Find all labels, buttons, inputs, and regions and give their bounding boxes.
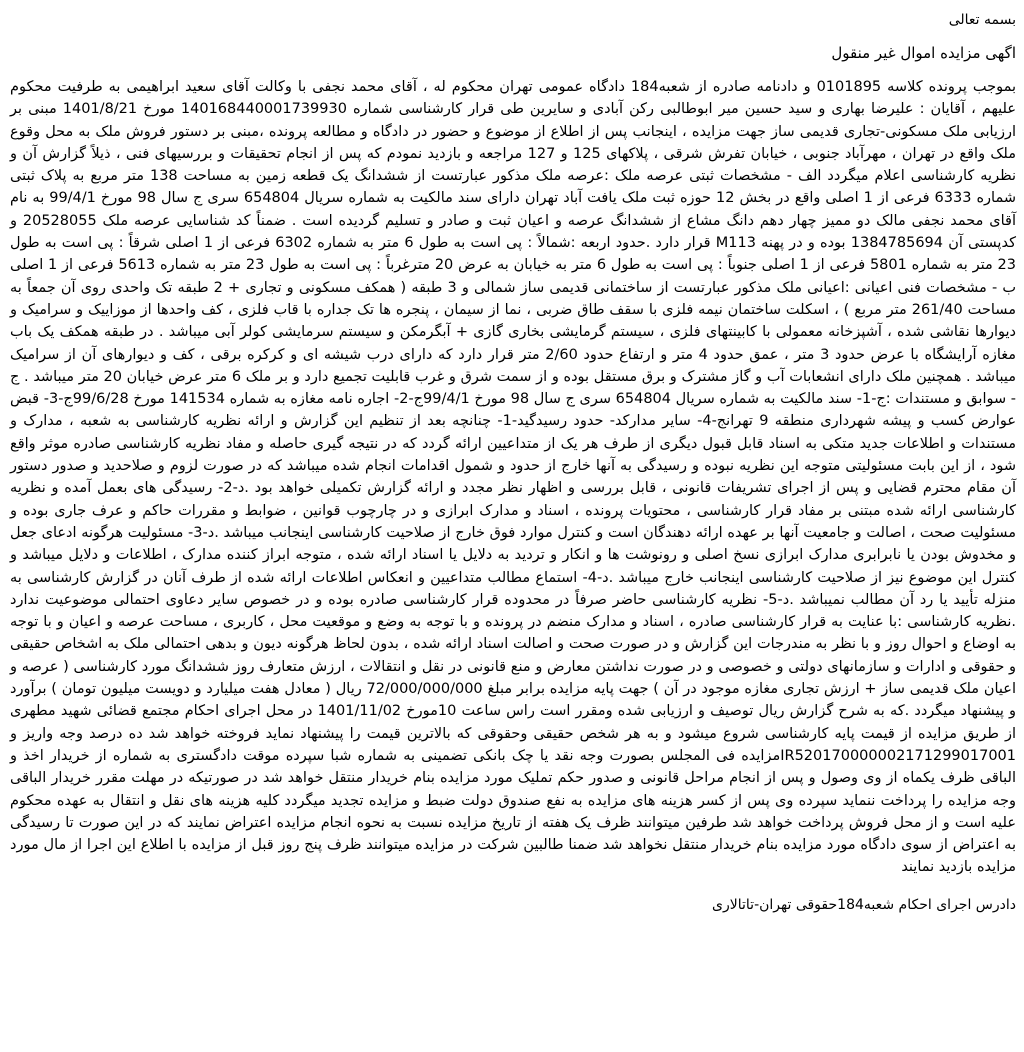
greeting-heading: بسمه تعالی <box>948 12 1016 28</box>
signature-line: دادرس اجرای احکام شعبه184حقوقی تهران-تاتالاری <box>712 896 1016 913</box>
notice-body: بموجب پرونده کلاسه 0101895 و دادنامه صادره از شعبه184 دادگاه عمومی تهران محکوم له ، آقای محمد نجفی با وکالت آقای سعید ابراهیمی به طرفیت محکوم علیهم ، آقایان : علیرضا بهاری و سید حسین میر ابوطالبی رکن آبادی و سایرین طی قرار کارشناسی شماره 140168440001739930 مورخ 1401/8/21 مبنی بر ارزیابی ملک مسکونی-تجاری قدیمی ساز جهت مزایده ، اینجانب پس از اطلاع از موضوع و حضور در دادگاه و مطالعه پرونده ،مبنی بر دستور فروش ملک به محل وقوع ملک واقع در تهران ، مهرآباد جنوبی ، خیابان تفرش شرقی ، پلاکهای 125 و 127 مراجعه و بازدید نمودم که پس از انجام تحقیقات و بررسیهای فنی ، ذیلاً گزارش آن و نظریه کارشناسی اعلام میگردد الف - مشخصات ثبتی عرصه ملک :عرصه ملک مذکور عبارتست از ششدانگ یک قطعه زمین به مساحت 138 متر مربع به پلاک ثبتی شماره 6333 فرعی از 1 اصلی واقع در بخش 12 حوزه ثبت ملک یافت آباد تهران دارای سند مالکیت به شماره سریال 654804 سری ج سال 98 مورخ 99/4/1 به نام آقای محمد نجفی مالک دو ممیز چهار دهم دانگ مشاع از ششدانگ عرصه و اعیان ثبت و صادر و تسلیم گردیده است . ضمناً کد شناسایی عرصه ملک 20528055 و کدپستی آن 1384785694 بوده و در پهنه M113 قرار دارد .حدود اربعه :شمالاً : پی است به طول 6 متر به شماره 6302 فرعی از 1 اصلی شرقاً : پی است به طول 23 متر به شماره 5801 فرعی از 1 اصلی جنوباً : پی است به طول 6 متر به خیابان به عرض 20 مترغرباً : پی است به طول 23 متر به شماره 5613 فرعی از 1 اصلی ب - مشخصات فنی اعیانی :اعیانی ملک مذکور عبارتست از ساختمانی قدیمی ساز شمالی و 3 طبقه ( همکف مسکونی و تجاری + 2 طبقه تک واحدی روی آن جمعاً به مساحت 261/40 متر مربع ) ، اسکلت ساختمان نیمه فلزی با سقف طاق ضربی ، نما از سیمان ، پنجره ها تک جداره با قاب فلزی ، کف واحدها از موزاییک و سرامیک و دیوارها نقاشی شده ، آشپزخانه معمولی با کابینتهای فلزی ، سیستم گرمایشی بخاری گازی + آبگرمکن و سیستم سرمایشی کولر آبی میباشد . در طبقه همکف یک باب مغازه آرایشگاه با عرض حدود 3 متر ، عمق حدود 4 متر و ارتفاع حدود 2/60 متر قرار دارد که دارای درب شیشه ای و کرکره برقی ، کف و دیوارهای آن از سرامیک میباشد . همچنین ملک دارای انشعابات آب و گاز مشترک و برق مستقل بوده و از سمت شرق و غرب قابلیت تجمیع دارد و بر ملک 6 متر عرض خیابان 20 متر میباشد . ج - سوابق و مستندات :ج-1- سند مالکیت به شماره سریال 654804 سری ج سال 98 مورخ 99/4/1ج-2- اجاره نامه مغازه به شماره 141534 مورخ 99/6/28ج-3- قبض عوارض کسب و پیشه شهرداری منطقه 9 تهرانج-4- سایر مدارکد- حدود رسیدگید-1- چنانچه بعد از تنظیم این گزارش و ارائه نظریه کارشناسی به شعبه ، مدارک و مستندات و اطلاعات جدید متکی به اسناد قابل قبول دیگری از طرف هر یک از متداعیین ارائه گردد که در نتیجه گیری حاصله و مفاد نظریه کارشناسی صادره موثر واقع شود ، از این بابت مسئولیتی متوجه این نظریه نبوده و رسیدگی به آنها خارج از حدود و شمول اقدامات انجام شده میباشد که در صورت لزوم و صلاحدید و صدور دستور آن مقام محترم قضایی و پس از اجرای تشریفات قانونی ، قابل بررسی و اظهار نظر مجدد و ارائه گزارش تکمیلی خواهد بود .د-2- رسیدگی های بعمل آمده و نظریه کارشناسی ارائه شده مبتنی بر مفاد قرار کارشناسی ، محتویات پرونده ، اسناد و مدارک ابرازی و در چارچوب قوانین ، ضوابط و مقررات حاکم و عرف جاری بوده و مسئولیت صحت ، اصالت و جامعیت آنها بر عهده ارائه دهندگان است و کنترل موارد فوق خارج از صلاحیت کارشناسی اینجانب میباشد .د-3- مسئولیت هرگونه ادعای جعل و مخدوش بودن یا نابرابری مدارک ابرازی نسخ اصلی و رونوشت ها و انکار و تردید به دلایل یا اسناد ارائه شده ، متوجه ابراز کننده مدارک ، اطلاعات و دلایل میباشد و کنترل این موضوع نیز از صلاحیت کارشناسی اینجانب خارج میباشد .د-4- استماع مطالب متداعیین و انعکاس اطلاعات ارائه شده از طرف آنان در گزارش کارشناسی به منزله تأیید یا رد آن مطالب نمیباشد .د-5- نظریه کارشناسی حاضر صرفاً در محدوده قرار کارشناسی صادره بوده و در خصوص سایر دعاوی احتمالی موضوعیت ندارد .نظریه کارشناسی :با عنایت به قرار کارشناسی صادره ، اسناد و مدارک منضم در پرونده و با توجه به وضع و موقعیت محل ، کاربری ، مساحت عرصه و اعیان و با توجه به اوضاع و احوال روز و با نظر به مندرجات این گزارش و در صورت صحت و اصالت اسناد ارائه شده ، بدون لحاظ هرگونه دیون و بدهی احتمالی ملک به اشخاص حقیقی و حقوقی و ادارات و سازمانهای دولتی و خصوصی و در صورت نداشتن معارض و منع قانونی در نقل و انتقالات ، ارزش متعارف روز ششدانگ مورد کارشناسی ( عرصه و اعیان ملک قدیمی ساز + ارزش تجاری مغازه موجود در آن ) جهت پایه مزایده برابر مبلغ 72/000/000/000 ریال ( معادل هفت میلیارد و دویست میلیون تومان ) برآورد و پیشنهاد میگردد .که به شرح گزارش ریال توصیف و ارزیابی شده ومقرر است راس ساعت 10مورخ 1401/11/02 در محل اجرای احکام مجتمع قضائی شهید مطهری از طریق مزایده از قیمت پایه کارشناسی شروع میشود و به هر شخص حقیقی وحقوقی که بالاترین قیمت را پیشنهاد نماید فروخته خواهد شد ده درصد وجه واریز و IR520170000002171299017001مزایده فی المجلس بصورت وجه نقد یا چک بانکی تضمینی به شماره شبا سپرده موقت دادگستری به شماره از خریدار اخذ و الباقی ظرف یکماه از وی وصول و پس از انجام مراحل قانونی و صدور حکم تملیک مورد مزایده بنام خریدار منتقل خواهد شد در صورتیکه در مهلت مقرر خریدار الباقی وجه مزایده را پرداخت ننماید سپرده وی پس از کسر هزینه های مزایده به نفع صندوق دولت ضبط و مزایده تجدید میگردد کلیه هزینه های نقل و انتقال به عهده محکوم علیه است و از محل فروش پرداخت خواهد شد طرفین میتوانند ظرف یک هفته از تاریخ مزایده نسبت به نحوه انجام مزایده اعتراض نمایند که در این صورت تا رسیدگی به اعتراض از سوی دادگاه مورد مزایده بنام خریدار منتقل نخواهد شد ضمنا طالبین شرکت در مزایده میتوانند ظرف پنج روز قبل از مزایده با اطلاع این اجرا از مال مورد مزایده بازدید نمایند <box>10 79 1017 876</box>
notice-title: اگهی مزایده اموال غیر منقول <box>831 44 1016 62</box>
